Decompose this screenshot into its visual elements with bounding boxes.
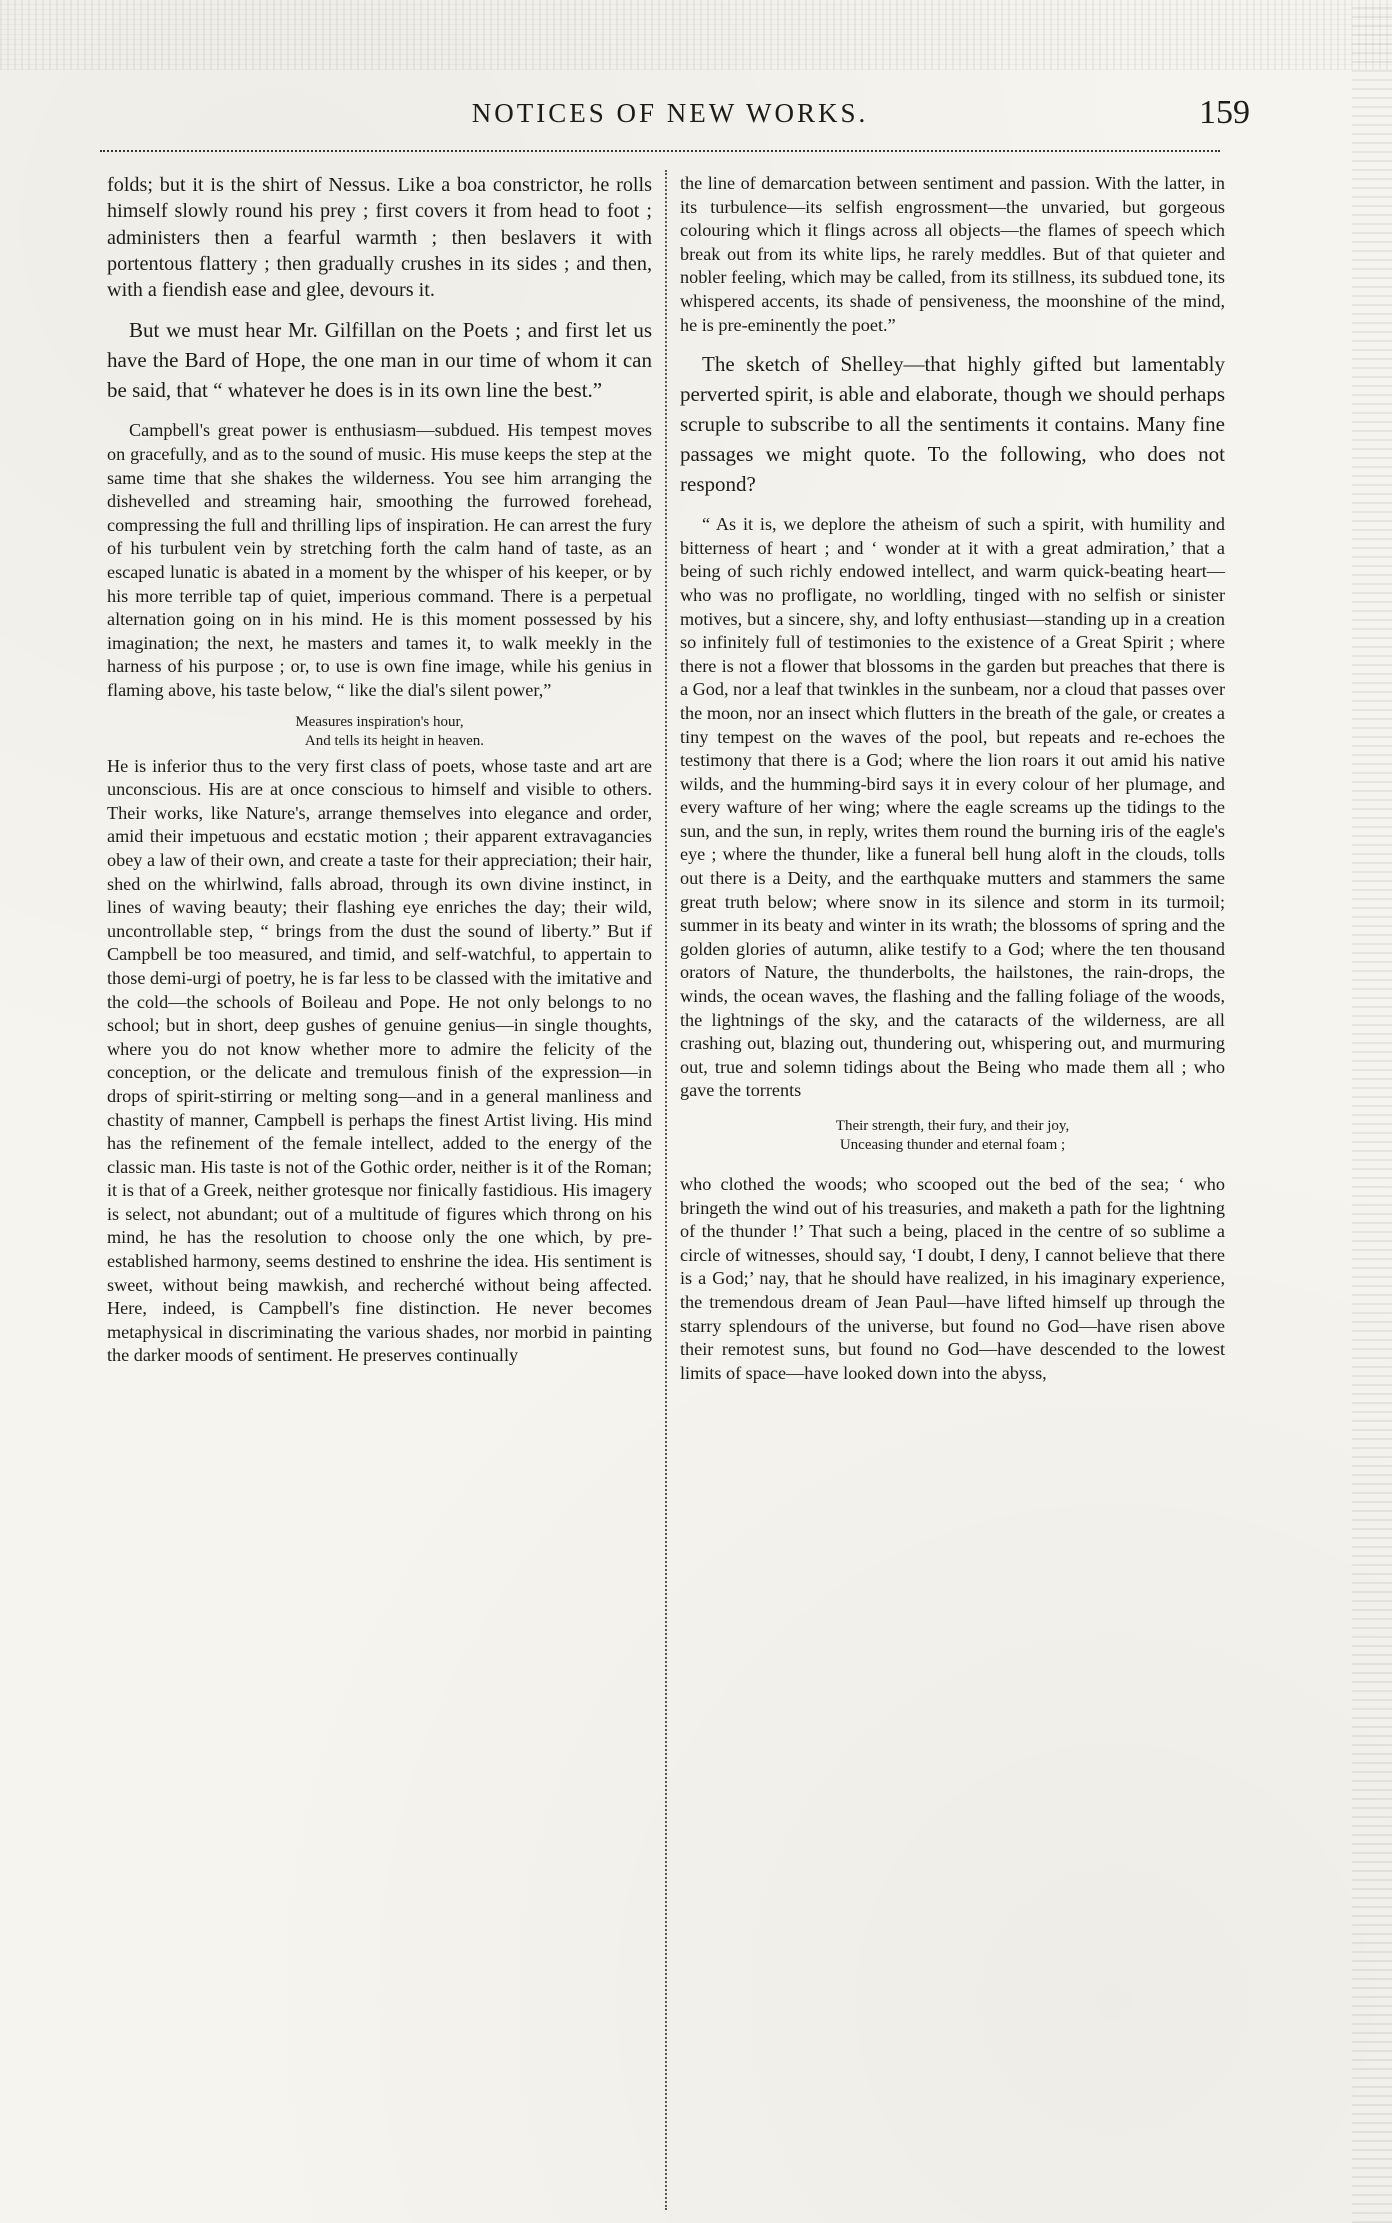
verse-line: And tells its height in heaven. xyxy=(304,732,485,749)
column-divider xyxy=(665,170,667,2210)
verse-quote xyxy=(107,713,652,751)
paragraph: folds; but it is the shirt of Nessus. Like a boa constrictor, he rolls himself slowly round his prey ; first covers it from head to foot ; administers then a fearful warmth ; then beslavers it with portentous flattery ; then gradually crushes in its sides ; and then, with a fiendish ease and glee, devours it. xyxy=(107,174,652,302)
quoted-paragraph: “ As it is, we deplore the atheism of such a spirit, with humility and bitterness of heart ; and ‘ wonder at it with a great admiration,’ that a being of such richly endowed intellect, and warm quick-beating heart—who was no profligate, no worldling, tinged with no selfish or sinister motives, but a sincere, shy, and lofty enthusiast—standing up in a creation so infinitely full of testimonies to the existence of a Great Spirit ; where there is not a flower that blossoms in the garden but preaches that there is a God, nor a leaf that twinkles in the sunbeam, nor a cloud that passes over the moon, nor an insect which flutters in the breath of the gale, or creates a tiny tempest on the waves of the pool, but repeats and re-echoes the testimony that there is a God; where the lion roars it out amid his native wilds, and the humming-bird says it in every colour of her plumage, and every wafture of her wing; where the eagle screams up the tidings to the sun, and the sun, in reply, writes them round the burning iris of the eagle's eye ; where the thunder, like a funeral bell hung aloft in the clouds, tolls out there is a Deity, and the earthquake mutters and stammers the same great truth below; where snow in its silence and storm in its turmoil; summer in its beaty and winter in its wrath; the blossoms of spring and the golden glories of autumn, alike testify to a God; where the ten thousand orators of Nature, the thunderbolts, the hailstones, the rain-drops, the winds, the ocean waves, the flashing and the falling foliage of the woods, the lightnings of the sky, and the cataracts of the wilderness, are all crashing out, blazing out, thundering out, whispering out, and murmuring out, true and solemn tidings about the Being who made them all ; who gave the torrents xyxy=(680,514,1225,1101)
quoted-paragraph: He is inferior thus to the very first class of poets, whose taste and art are unconscious. His are at once conscious to himself and visible to others. Their works, like Nature's, arrange themselves into elegance and order, amid their impetuous and ecstatic motion ; their apparent extravagancies obey a law of their own, and create a taste for their appreciation; their hair, shed on the whirlwind, falls abroad, through its own divine instinct, in lines of waving beauty; their flashing eye enriches the day; their wild, uncontrollable step, “ brings from the dust the sound of liberty.” But if Campbell be too measured, and timid, and self-watchful, to appertain to those demi-urgi of poetry, he is far less to be classed with the imitative and the cold—the schools of Boileau and Pope. He not only belongs to no school; but in short, deep gushes of genuine genius—in single thoughts, where you do not know whether more to admire the felicity of the conception, or the delicate and tremulous finish of the expression—in drops of spirit-stirring or melting song—and in a general manliness and chastity of manner, Campbell is perhaps the finest Artist living. His mind has the refinement of the female intellect, added to the energy of the classic man. His taste is not of the Gothic order, neither is it of the Roman; it is that of a Greek, neither grotesque nor finically fastidious. His imagery is select, not abundant; out of a multitude of figures which throng on his mind, he has the resolution to choose only the one which, by pre-established harmony, seems destined to enshrine the idea. His sentiment is sweet, without being mawkish, and recherché without being affected. Here, indeed, is Campbell's fine distinction. He never becomes metaphysical in discriminating the various shades, nor morbid in painting the darker moods of sentiment. He preserves continually xyxy=(107,755,652,1366)
page-number: 159 xyxy=(1199,94,1250,131)
quoted-paragraph: the line of demarcation between sentiment and passion. With the latter, in its turbulence—its selfish engrossment—the unvaried, but gorgeous colouring which it flings across all objects—the flames of speech which break out from its white lips, he rarely meddles. But of that quieter and nobler feeling, which may be called, from its stillness, its subdued tone, its whispered accents, its shade of pensiveness, the moonshine of the mind, he is pre-eminently the poet.” xyxy=(680,173,1225,335)
scan-noise-right-edge xyxy=(1352,0,1392,2223)
verse-line: Unceasing thunder and eternal foam ; xyxy=(839,1137,1066,1153)
running-header xyxy=(90,92,1250,138)
quoted-paragraph: Campbell's great power is enthusiasm—subdued. His tempest moves on gracefully, and as to the sound of music. His muse keeps the step at the same time that she shakes the wilderness. You see him arranging the dishevelled and streaming hair, smoothing the furrowed forehead, compressing the full and thrilling lips of inspiration. He can arrest the fury of his turbulent vein by stretching forth the calm hand of taste, as an escaped lunatic is abated in a moment by the whisper of his keeper, or by his more terrible tap of quiet, imperious command. There is a perpetual alternation going on in his mind. He is this moment possessed by his imagination; the next, he masters and tames it, to walk meekly in the harness of his purpose ; or, to use is own fine image, while his genius in flaming above, his taste below, “ like the dial's silent power,” xyxy=(107,420,652,701)
paragraph: But we must hear Mr. Gilfillan on the Poets ; and first let us have the Bard of Hope, the one man in our time of whom it can be said, that “ whatever he does is in its own line the best.” xyxy=(107,318,652,403)
left-column xyxy=(107,172,652,1378)
running-title: NOTICES OF NEW WORKS. xyxy=(471,98,869,128)
verse-line: Their strength, their fury, and their joy, xyxy=(835,1118,1070,1134)
right-column xyxy=(680,172,1225,1395)
header-rule xyxy=(100,150,1220,152)
verse-line: Measures inspiration's hour, xyxy=(295,713,464,730)
quoted-paragraph: who clothed the woods; who scooped out the bed of the sea; ‘ who bringeth the wind out of his treasuries, and maketh a path for the lightning of the thunder !’ That such a being, placed in the centre of so sublime a circle of witnesses, should say, ‘I doubt, I deny, I cannot believe that there is a God;’ nay, that he should have realized, in his imaginary experience, the tremendous dream of Jean Paul—have lifted himself up through the starry splendours of the universe, but found no God—have risen above their remotest suns, but found no God—have descended to the lowest limits of space—have looked down into the abyss, xyxy=(680,1174,1225,1383)
paragraph: The sketch of Shelley—that highly gifted but lamentably perverted spirit, is able and elaborate, though we should perhaps scruple to subscribe to all the sentiments it contains. Many fine passages we might quote. To the following, who does not respond? xyxy=(680,352,1225,497)
verse-quote xyxy=(680,1117,1225,1155)
scan-noise-top xyxy=(0,0,1392,70)
